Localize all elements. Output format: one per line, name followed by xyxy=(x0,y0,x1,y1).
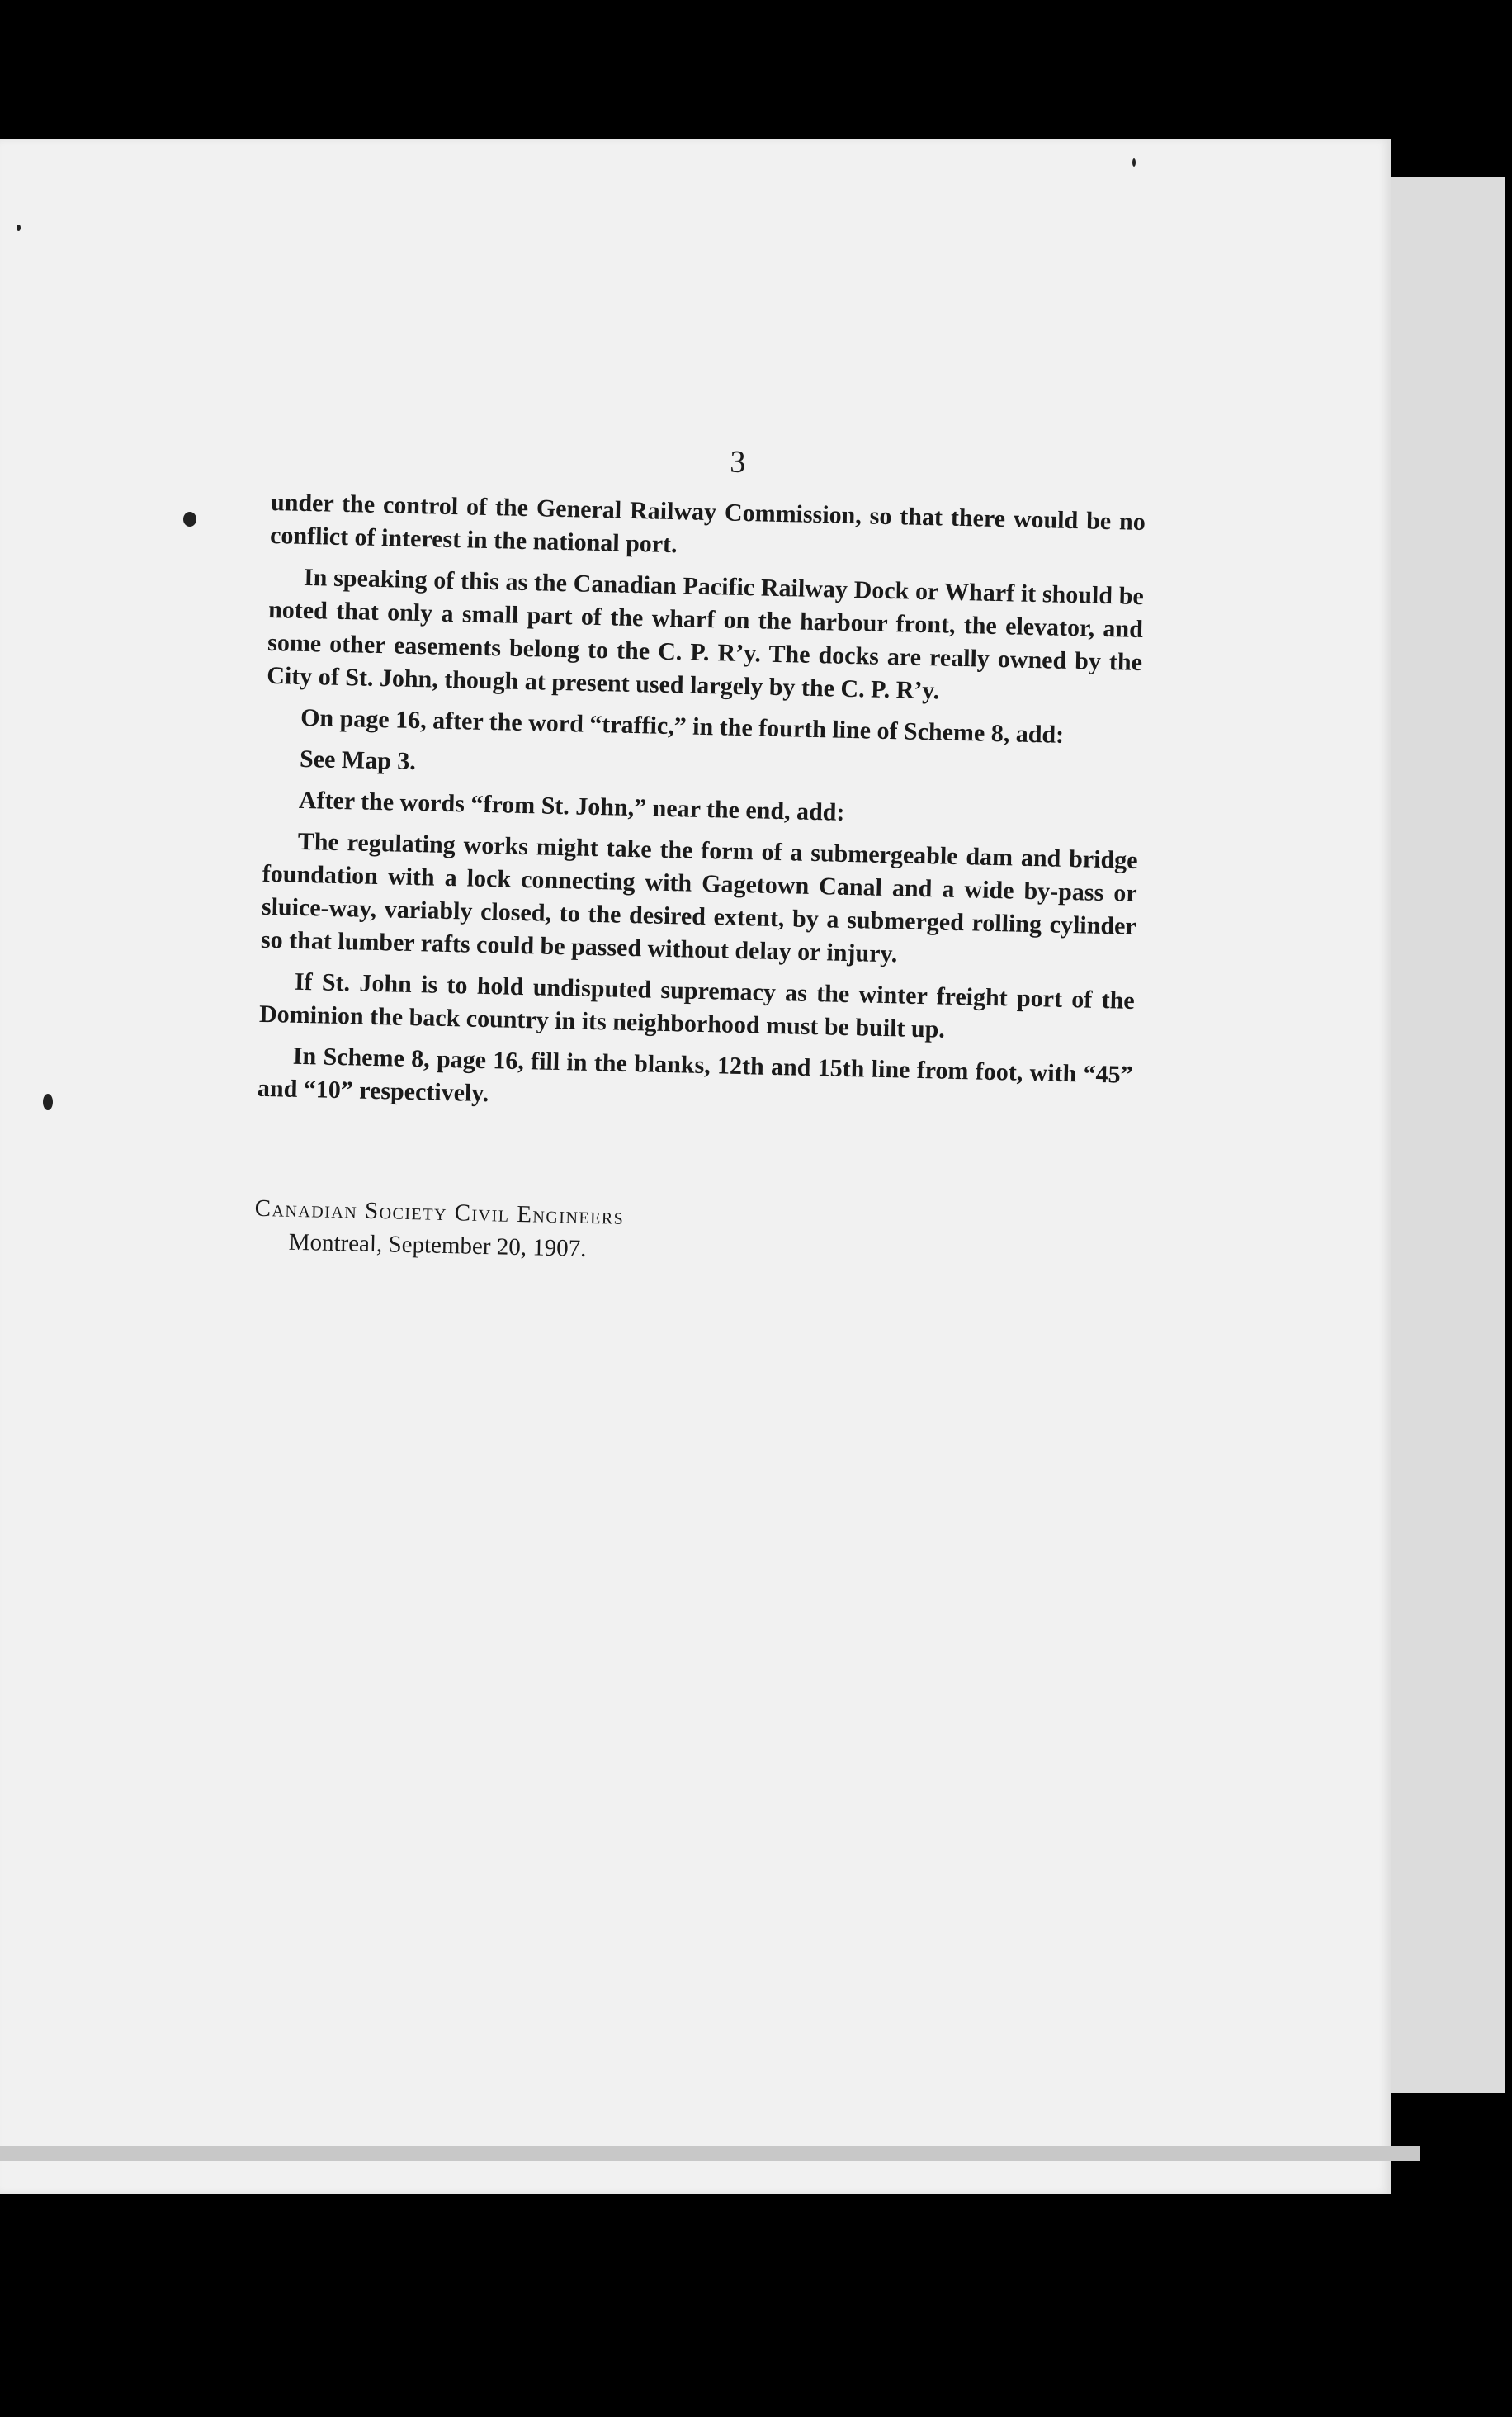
paragraph: After the words “from St. John,” near the end, add: xyxy=(298,786,845,826)
page-bottom-edge xyxy=(0,2146,1420,2161)
place-and-date: Montreal, September 20, 1907. xyxy=(288,1228,587,1262)
paragraph: The regulating works might take the form of a submergeable dam and bridge foundation with a lock connecting with Gagetown Canal and a wide by-pass or sluice-way, variably closed, to the desired extent, by a submerged rolling cylinder so that lumber rafts could be passed without delay or injury. xyxy=(260,827,1138,968)
scan-speck xyxy=(43,1094,53,1110)
society-name: Canadian Society Civil Engineers xyxy=(254,1194,625,1230)
page-number: 3 xyxy=(729,444,747,480)
paragraph: In Scheme 8, page 16, fill in the blanks, 12th and 15th line from foot, with “45” and “10” respectively. xyxy=(257,1042,1134,1108)
paragraph: If St. John is to hold undisputed supremacy as the winter freight port of the Dominion the back country in its neighborhood must be built up. xyxy=(258,967,1136,1043)
scan-speck xyxy=(183,512,196,527)
paragraph: On page 16, after the word “traffic,” in the fourth line of Scheme 8, add: xyxy=(300,703,1065,749)
scan-speck xyxy=(17,225,21,231)
paragraph: See Map 3. xyxy=(299,745,417,776)
scan-speck xyxy=(1132,158,1136,167)
paragraph: under the control of the General Railway Commission, so that there would be no conflict of interest in the national port. xyxy=(269,488,1146,559)
document-text xyxy=(253,433,1146,1278)
paragraph: In speaking of this as the Canadian Pacific Railway Dock or Wharf it should be noted that only a small part of the wharf on the harbour front, the elevator, and some other easements belong to the C. P. R’y. The docks are really owned by the City of St. John, though at present used largely by the C. P. R’y. xyxy=(266,563,1145,705)
